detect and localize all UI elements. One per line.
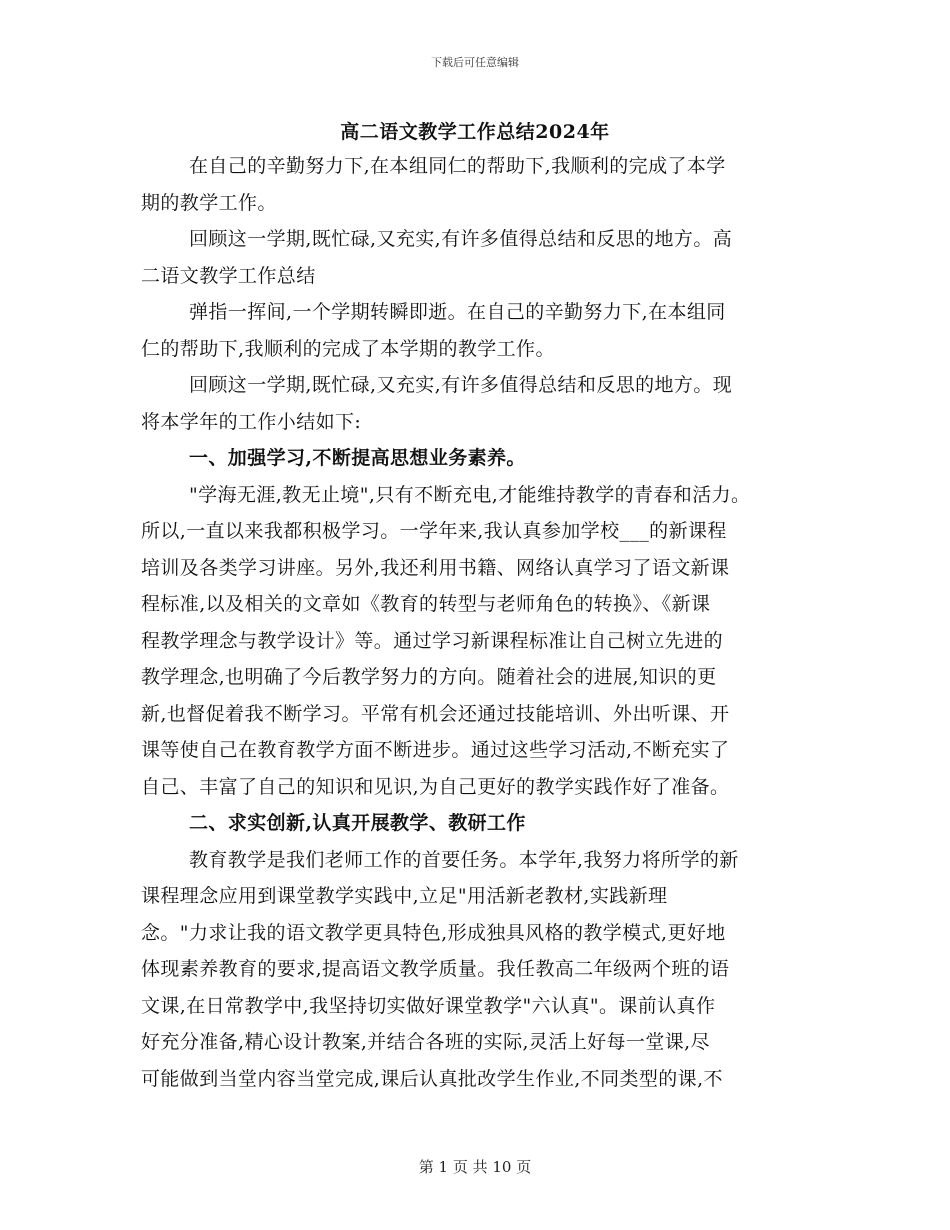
paragraph-line: 好充分准备,精心设计教案,并结合各班的实际,灵活上好每一堂课,尽 (141, 1031, 710, 1053)
header-note: 下载后可任意编辑 (431, 56, 519, 69)
section-heading: 一、加强学习,不断提高思想业务素养。 (189, 447, 526, 469)
paragraph-line: 在自己的辛勤努力下,在本组同仁的帮助下,我顺利的完成了本学 (189, 155, 726, 177)
paragraph-line: 新,也督促着我不断学习。平常有机会还通过技能培训、外出听课、开 (141, 702, 730, 725)
paragraph-line: 体现素养教育的要求,提高语文教学质量。我任教高二年级两个班的语 (141, 958, 730, 980)
paragraph-line: 二语文教学工作总结 (141, 264, 316, 287)
paragraph-line: 文课,在日常教学中,我坚持切实做好课堂教学"六认真"。课前认真作 (141, 994, 716, 1017)
paragraph-line: 自己、丰富了自己的知识和见识,为自己更好的教学实践作好了准备。 (141, 775, 730, 798)
page-number: 第 1 页 共 10 页 (418, 1158, 532, 1176)
paragraph-line: 可能做到当堂内容当堂完成,课后认真批改学生作业,不同类型的课,不 (141, 1067, 723, 1090)
paragraph-line: 回顾这一学期,既忙碌,又充实,有许多值得总结和反思的地方。高 (189, 228, 733, 250)
paragraph-line: 培训及各类学习讲座。另外,我还利用书籍、网络认真学习了语文新课 (141, 556, 730, 579)
paragraph-line: 程教学理念与教学设计》等。通过学习新课程标准让自己树立先进的 (141, 629, 724, 652)
paragraph-line: 回顾这一学期,既忙碌,又充实,有许多值得总结和反思的地方。现 (189, 374, 733, 396)
paragraph-line: 程标准,以及相关的文章如《教育的转型与老师角色的转换》、《新课 (141, 593, 711, 615)
paragraph-line: 弹指一挥间,一个学期转瞬即逝。在自己的辛勤努力下,在本组同 (189, 301, 726, 323)
paragraph-line: 仁的帮助下,我顺利的完成了本学期的教学工作。 (141, 337, 555, 360)
paragraph-line: 将本学年的工作小结如下: (141, 410, 362, 433)
document-body (141, 148, 811, 1097)
document-title: 高二语文教学工作总结2024年 (340, 121, 610, 143)
section-heading: 二、求实创新,认真开展教学、教研工作 (189, 812, 526, 834)
paragraph-line: 期的教学工作。 (141, 191, 277, 214)
paragraph-line: 念。"力求让我的语文教学更具特色,形成独具风格的教学模式,更好地 (141, 921, 726, 944)
paragraph-line: 课程理念应用到课堂教学实践中,立足"用活新老教材,实践新理 (141, 885, 668, 907)
paragraph-line: 教学理念,也明确了今后教学努力的方向。随着社会的进展,知识的更 (141, 666, 717, 688)
paragraph-line: 教育教学是我们老师工作的首要任务。本学年,我努力将所学的新 (189, 848, 739, 871)
paragraph-line: 课等使自己在教育教学方面不断进步。通过这些学习活动,不断充实了 (141, 739, 730, 761)
paragraph-line: 所以,一直以来我都积极学习。一学年来,我认真参加学校___的新课程 (141, 520, 727, 542)
paragraph-line: "学海无涯,教无止境",只有不断充电,才能维持教学的青春和活力。 (189, 483, 751, 506)
